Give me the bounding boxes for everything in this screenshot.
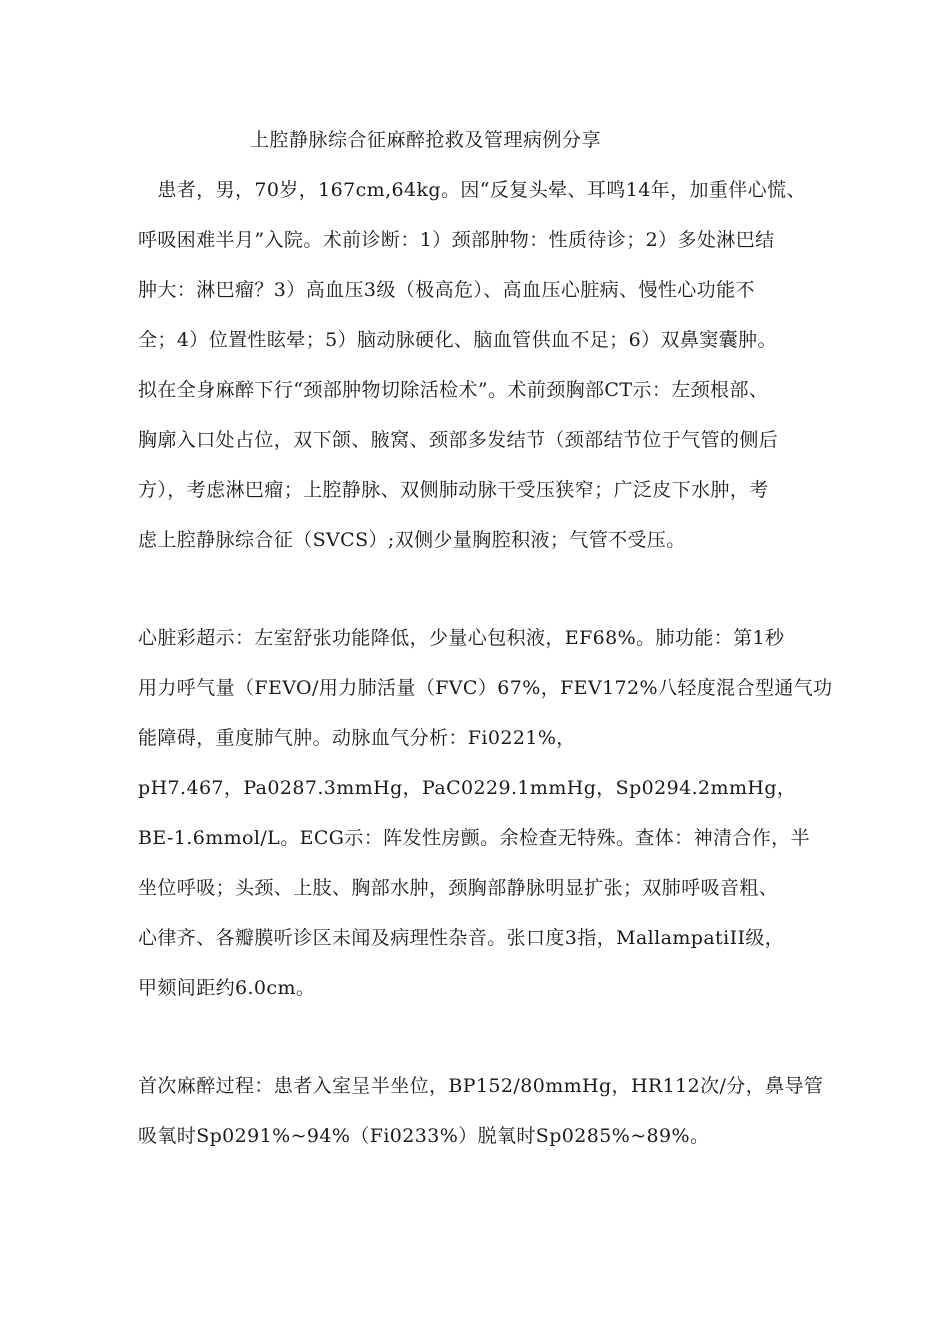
paragraph-line: 能障碍，重度肺气肿。动脉血气分析：Fi0221%， bbox=[138, 727, 576, 749]
paragraph-line: 呼吸困难半月”入院。术前诊断：1）颈部肿物：性质待诊；2）多处淋巴结 bbox=[138, 229, 775, 251]
paragraph-line: 肿大：淋巴瘤？3）高血压3级（极高危）、高血压心脏病、慢性心功能不 bbox=[138, 279, 755, 301]
paragraph-line: 虑上腔静脉综合征（SVCS）;双侧少量胸腔积液；气管不受压。 bbox=[138, 529, 686, 551]
document-title: 上腔静脉综合征麻醉抢救及管理病例分享 bbox=[250, 129, 602, 151]
paragraph-line: 吸氧时Sp0291%~94%（Fi0233%）脱氧时Sp0285%~89%。 bbox=[138, 1125, 710, 1147]
paragraph-line: 胸廓入口处占位，双下颌、腋窝、颈部多发结节（颈部结节位于气管的侧后 bbox=[138, 429, 779, 451]
paragraph-line: 患者，男，70岁，167cm,64kg。因“反复头晕、耳鸣14年，加重伴心慌、 bbox=[138, 179, 806, 201]
paragraph-line: 甲颏间距约6.0cm。 bbox=[138, 977, 316, 999]
paragraph-line: 全；4）位置性眩晕；5）脑动脉硬化、脑血管供血不足；6）双鼻窦囊肿。 bbox=[138, 329, 777, 351]
paragraph-line: 心脏彩超示：左室舒张功能降低，少量心包积液，EF68%。肺功能：第1秒 bbox=[138, 627, 785, 649]
paragraph-line: 心律齐、各瓣膜听诊区未闻及病理性杂音。张口度3指，MallampatiII级， bbox=[138, 927, 785, 949]
paragraph-line: 坐位呼吸；头颈、上肢、胸部水肿，颈胸部静脉明显扩张；双肺呼吸音粗、 bbox=[138, 877, 779, 899]
paragraph-line: pH7.467，Pa0287.3mmHg，PaC0229.1mmHg，Sp0294.2mmHg， bbox=[138, 777, 797, 799]
paragraph-line: 拟在全身麻醉下行“颈部肿物切除活检术”。术前颈胸部CT示：左颈根部、 bbox=[138, 379, 769, 401]
paragraph-line: BE-1.6mmol/L。ECG示：阵发性房颤。余检查无特殊。查体：神清合作，半 bbox=[138, 827, 810, 849]
paragraph-line: 用力呼气量（FEVO/用力肺活量（FVC）67%，FEV172%八轻度混合型通气功 bbox=[138, 677, 833, 699]
paragraph-line: 首次麻醉过程：患者入室呈半坐位，BP152/80mmHg，HR112次/分，鼻导管 bbox=[138, 1075, 824, 1097]
paragraph-line: 方），考虑淋巴瘤；上腔静脉、双侧肺动脉干受压狭窄；广泛皮下水肿，考 bbox=[138, 479, 769, 501]
